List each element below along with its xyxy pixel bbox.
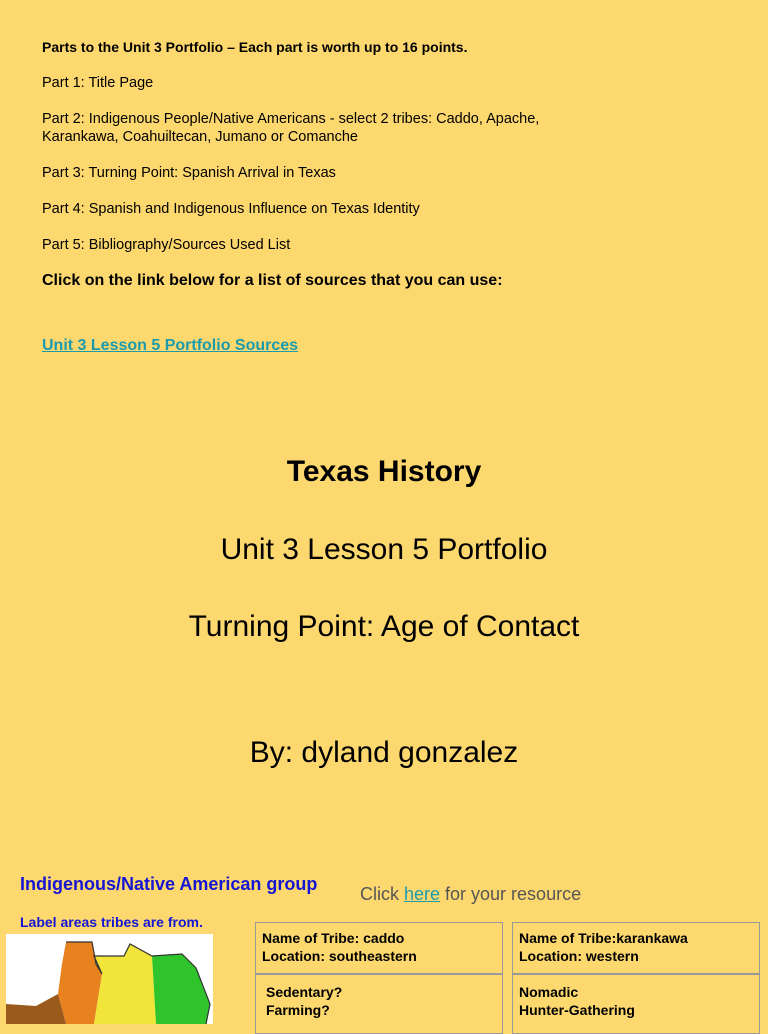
tribe2-lifestyle-2: Hunter-Gathering xyxy=(519,1002,635,1018)
texas-regions-map xyxy=(6,934,213,1024)
resource-suffix: for your resource xyxy=(440,884,582,904)
tribe1-name-location-cell xyxy=(255,922,503,974)
instructions-heading: Parts to the Unit 3 Portfolio – Each part is worth up to 16 points. xyxy=(42,39,468,55)
course-title: Texas History xyxy=(286,455,482,488)
sources-instruction: Click on the link below for a list of sources that you can use: xyxy=(42,272,503,289)
part-3: Part 3: Turning Point: Spanish Arrival in Texas xyxy=(42,165,336,181)
resource-link[interactable]: here xyxy=(404,884,441,904)
part-2: Part 2: Indigenous People/Native Americans - select 2 tribes: Caddo, Apache, Karankawa, Coahuiltecan, Jumano or Comanche xyxy=(42,111,540,145)
author-line: By: dyland gonzalez xyxy=(249,736,519,769)
portfolio-sources-link[interactable]: Unit 3 Lesson 5 Portfolio Sources xyxy=(42,337,299,354)
portfolio-instructions xyxy=(42,38,602,290)
tribe2-lifestyle-1: Nomadic xyxy=(519,984,579,1000)
tribe2-lifestyle-cell xyxy=(512,974,760,1034)
lesson-title: Unit 3 Lesson 5 Portfolio xyxy=(220,533,548,566)
part-1: Part 1: Title Page xyxy=(42,75,154,91)
part-4: Part 4: Spanish and Indigenous Influence on Texas Identity xyxy=(42,201,420,217)
tribe1-lifestyle-cell xyxy=(255,974,503,1034)
resource-line xyxy=(360,884,581,905)
tribe2-name-location-cell xyxy=(512,922,760,974)
part-5: Part 5: Bibliography/Sources Used List xyxy=(42,237,291,253)
tribe1-name: Name of Tribe: caddo xyxy=(262,930,405,946)
tribe1-question-1: Sedentary? xyxy=(266,984,343,1000)
tribe2-name: Name of Tribe:karankawa xyxy=(519,930,688,946)
label-instruction: Label areas tribes are from. xyxy=(20,914,203,930)
tribe1-location: Location: southeastern xyxy=(262,948,417,964)
tribe1-question-2: Farming? xyxy=(266,1002,330,1018)
texas-map-graphic xyxy=(6,934,213,1024)
resource-prefix: Click xyxy=(360,884,404,904)
topic-title: Turning Point: Age of Contact xyxy=(188,610,580,643)
tribe2-location: Location: western xyxy=(519,948,639,964)
tribes-section-title: Indigenous/Native American group xyxy=(20,874,318,894)
